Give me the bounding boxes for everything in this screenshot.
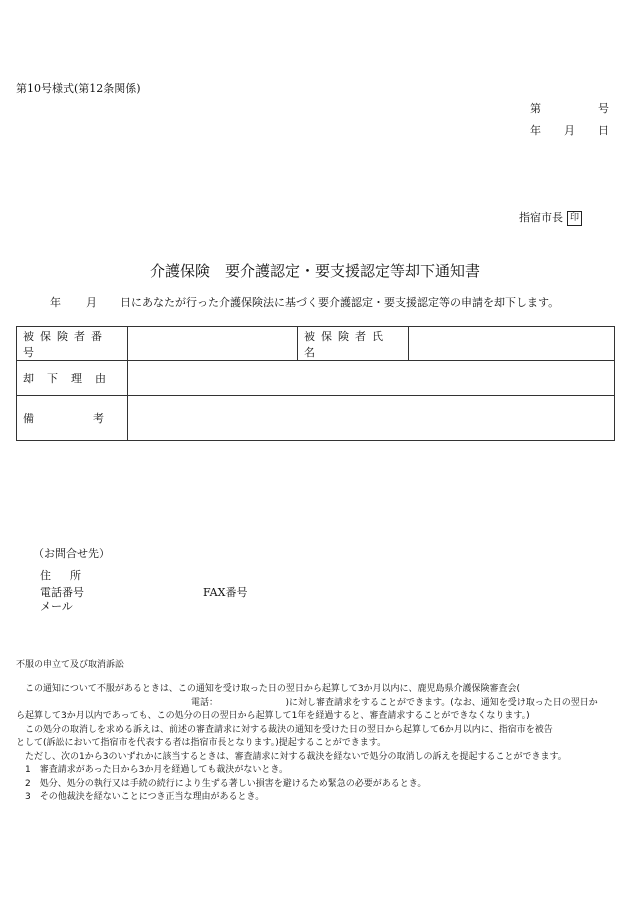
reason-char: 由 [95,372,106,385]
remarks-label [17,396,128,441]
appeal-line: 2 処分、処分の執行又は手続の続行により生ずる著しい損害を避けるため緊急の必要があるとき。 [25,778,427,789]
document-title: 介護保険 要介護認定・要支援認定等却下通知書 [149,262,480,280]
go-label: 号 [598,102,609,115]
appeal-heading: 不服の申立て及び取消訴訟 [16,660,125,670]
insured-name-field[interactable] [409,327,615,361]
contact-address [40,567,81,583]
lead-rest: 日にあなたが行った介護保険法に基づく要介護認定・要支援認定等の申請を却下します。 [120,296,560,309]
contact-mail: メール [40,600,73,613]
year-label: 年 [530,124,541,137]
dai-label: 第 [530,102,541,115]
reason-label [17,361,128,396]
remarks-char: 考 [93,412,110,425]
reason-field[interactable] [128,361,615,396]
contact-fax: FAX番号 [203,586,248,599]
appeal-text [16,683,616,805]
lead-year: 年 [50,296,61,309]
lead-month: 月 [86,296,97,309]
seal-box: 印 [567,211,582,226]
table-row [17,361,615,396]
appeal-line: 電話： )に対し審査請求をすることができます。(なお、通知を受け取った日の翌日か [191,697,598,708]
document-number [530,100,609,116]
contact-tel: 電話番号 [40,586,84,599]
table-row [17,327,615,361]
remarks-char: 備 [23,412,40,425]
issue-date [530,122,609,138]
insured-number-field[interactable] [128,327,298,361]
table-row [17,396,615,441]
contact-heading: （お問合せ先） [33,547,110,560]
reason-char: 却 [23,372,34,385]
appeal-line: この処分の取消しを求める訴えは、前述の審査請求に対する裁決の通知を受けた日の翌日から起算して6か月以内に、指宿市を被告 [25,724,553,735]
lead-sentence [50,294,559,310]
appeal-line: この通知について不服があるときは、この通知を受け取った日の翌日から起算して3か月以内に、鹿児島県介護保険審査会( [25,684,521,694]
info-table [16,326,615,441]
remarks-field[interactable] [128,396,615,441]
appeal-line: ら起算して3か月以内であっても、この処分の日の翌日から起算して1年を経過すると、審査請求することができなくなります。) [16,711,530,721]
day-label: 日 [598,124,609,137]
appeal-line: 3 その他裁決を経ないことにつき正当な理由があるとき。 [25,792,265,802]
reason-char: 下 [47,372,58,385]
appeal-line: ただし、次の1から3のいずれかに該当するときは、審査請求に対する裁決を経ないで処分の取消しの訴えを提起することができます。 [25,751,567,762]
appeal-line: 1 審査請求があった日から3か月を経過しても裁決がないとき。 [25,765,289,775]
reason-char: 理 [71,372,82,385]
address-char: 所 [70,569,81,582]
insured-number-label: 被保険者番号 [17,327,128,361]
issuer [519,209,582,226]
appeal-line: として(訴訟において指宿市を代表する者は指宿市長となります。)提起することができます。 [16,738,387,748]
address-char: 住 [40,569,51,582]
issuer-name: 指宿市長 [519,211,563,224]
month-label: 月 [564,124,575,137]
form-number: 第10号様式(第12条関係) [16,82,141,95]
insured-name-label: 被保険者氏名 [298,327,409,361]
